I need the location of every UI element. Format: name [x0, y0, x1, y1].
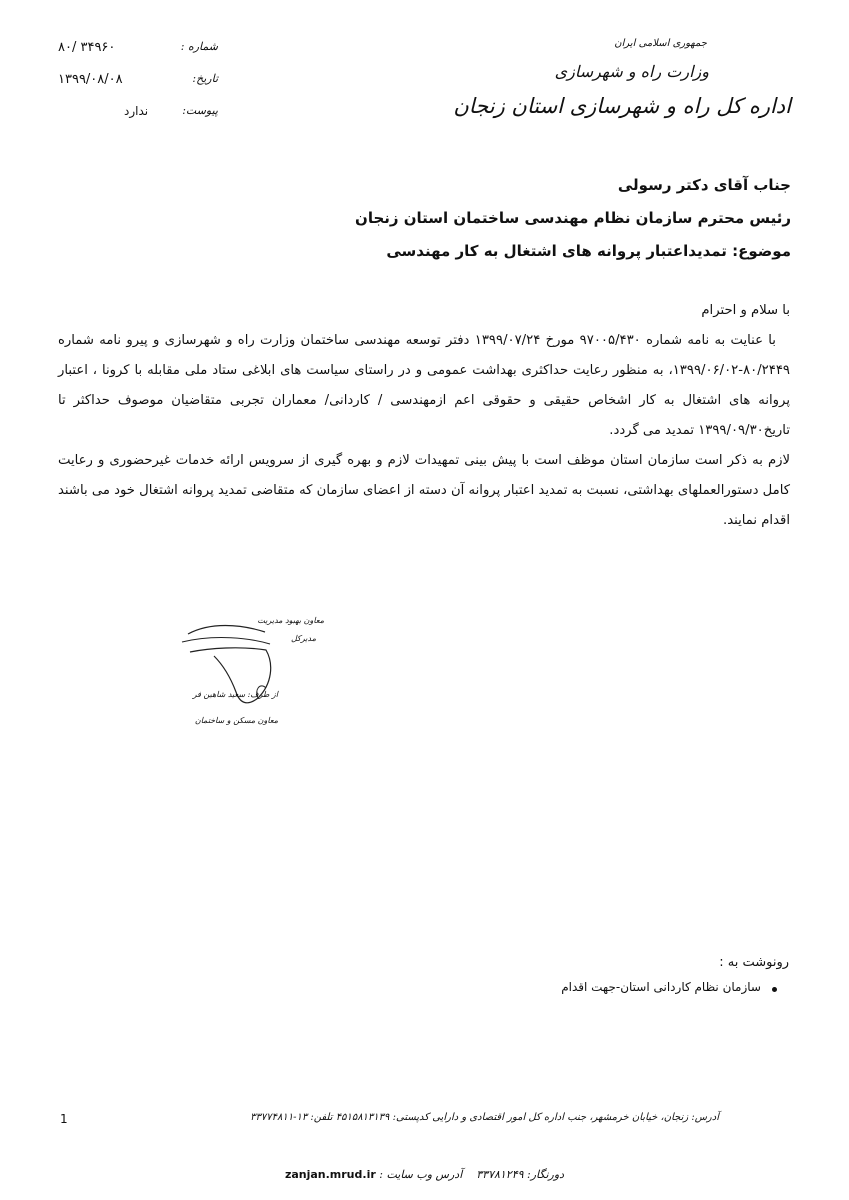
letter-date-value: ۱۳۹۹/۰۸/۰۸ [58, 72, 123, 87]
letter-body [58, 296, 790, 536]
addressee-name: جناب آقای دکتر رسولی [617, 176, 791, 194]
letter-attachment-label: پیوست: [182, 104, 218, 117]
signature-block [170, 612, 330, 742]
cc-label: رونوشت به : [719, 955, 789, 970]
page-number: 1 [60, 1112, 68, 1126]
letterhead-country: جمهوری اسلامی ایران [614, 38, 707, 49]
letter-number-label: شماره : [180, 40, 218, 53]
body-paragraph-2: لازم به ذکر است سازمان استان موظف است با پیش بینی تمهیدات لازم و بهره گیری از سرویس ارائه خدمات غیرحضوری و رعایت کامل دستورالعملهای بهداشتی، نسبت به تمدید اعتبار پروانه آن دسته از اعضای سازمان که متقاضی تمدید پروانه اشتغال خود می باشند اقدام نمایند. [58, 453, 790, 528]
letter-attachment [58, 104, 218, 128]
body-paragraph-1: با عنایت به نامه شماره ۹۷۰۰۵/۴۳۰ مورخ ۱۳۹۹/۰۷/۲۴ دفتر توسعه مهندسی ساختمان وزارت راه و شهرسازی و پیرو نامه شماره ۸۰/۲۴۴۹-۱۳۹۹/۰۶/۰۲، به منظور رعایت حداکثری بهداشت عمومی و در راستای سیاست های ابلاغی ستاد ملی مقابله با کرونا ، اعتبار پروانه های اشتغال به کار اشخاص حقیقی و حقوقی اعم ازمهندسی / کاردانی/ معماران تجربی متقاضیان موصوف حداکثر تا تاریخ۱۳۹۹/۰۹/۳۰ تمدید می گردد. [58, 333, 790, 438]
cc-bullet [772, 987, 777, 992]
signer-position: معاون مسکن و ساختمان [194, 716, 278, 725]
letter-subject: موضوع: تمدیداعتبار پروانه های اشتغال به کار مهندسی [386, 242, 791, 260]
letter-attachment-value: ندارد [124, 104, 149, 118]
signature-role-1: معاون بهبود مدیریت [257, 616, 324, 625]
footer-fax: دورنگار: ۳۳۷۸۱۲۴۹ [476, 1168, 565, 1181]
website-url[interactable]: zanjan.mrud.ir [284, 1168, 376, 1181]
greeting: با سلام و احترام [701, 303, 790, 318]
letterhead-ministry: وزارت راه و شهرسازی [554, 62, 709, 81]
letter-number-value: ۸۰/ ۳۴۹۶۰ [58, 40, 116, 55]
letter-date [58, 72, 218, 96]
signature-role-2: مدیرکل [291, 634, 316, 643]
footer-address: آدرس: زنجان، خیابان خرمشهر، جنب اداره کل امور اقتصادی و دارایی کدپستی: ۴۵۱۵۸۱۳۱۳۹ تلفن: ۱۳-۳۳۷۷۴۸۱۱ [250, 1112, 719, 1123]
footer-website-line [0, 1168, 849, 1181]
signed-by: از طرف: سعید شاهین فر [192, 690, 278, 699]
website-label: آدرس وب سایت : [379, 1168, 463, 1181]
letter-date-label: تاریخ: [192, 72, 218, 85]
addressee-position: رئیس محترم سازمان نظام مهندسی ساختمان استان زنجان [355, 209, 791, 227]
cc-item: سازمان نظام کاردانی استان-جهت اقدام [561, 980, 761, 994]
letterhead-office: اداره کل راه و شهرسازی استان زنجان [453, 94, 791, 118]
letter-number [58, 40, 218, 64]
